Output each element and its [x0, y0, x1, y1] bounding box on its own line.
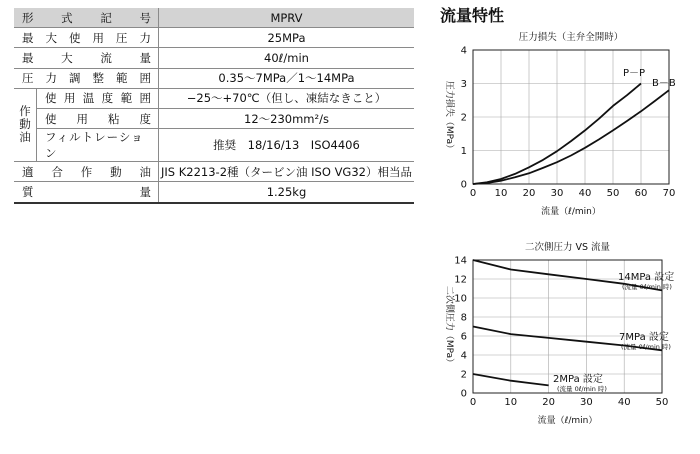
label-char: 力 — [139, 30, 152, 45]
label-char: 温 — [82, 91, 96, 106]
x-tick-label: 20 — [522, 188, 536, 199]
label-char: 範 — [120, 91, 134, 106]
label-char: 度 — [139, 111, 152, 126]
spec-row — [14, 68, 414, 88]
label-char: 圧 — [22, 71, 35, 86]
series-label: 2MPa 設定 — [553, 374, 603, 385]
spec-table — [14, 8, 414, 204]
label-char: 囲 — [139, 71, 152, 86]
y-axis-label: 圧力損失（MPa） — [444, 80, 454, 154]
y-tick-label: 0 — [460, 388, 467, 400]
spec-label — [14, 164, 158, 180]
label-char: 記 — [100, 10, 113, 25]
spec-value: MPRV — [159, 8, 415, 28]
section-title: 流量特性 — [440, 6, 505, 25]
spec-value: 推奨 18/16/13 ISO4406 — [159, 129, 415, 162]
pressure-loss-chart — [430, 22, 692, 227]
y-tick-label: 10 — [454, 293, 467, 305]
series-line — [473, 90, 669, 184]
x-tick-label: 30 — [580, 397, 593, 408]
x-tick-label: 50 — [655, 397, 669, 408]
y-tick-label: 8 — [460, 312, 467, 324]
label-char: 大 — [61, 50, 74, 65]
label-char: 整 — [92, 71, 105, 86]
y-axis-label: 二次側圧力（MPa） — [444, 285, 454, 368]
spec-value: 40ℓ/min — [159, 48, 415, 68]
spec-value: −25〜+70℃（但し、凍結なきこと） — [159, 88, 415, 108]
label-char: 量 — [139, 184, 152, 199]
spec-row — [14, 88, 414, 108]
x-tick-label: 50 — [606, 188, 620, 199]
spec-value: 0.35〜7MPa／1〜14MPa — [159, 68, 415, 88]
label-char: 油 — [139, 164, 152, 179]
y-tick-label: 2 — [460, 369, 467, 381]
x-tick-label: 30 — [550, 188, 564, 199]
spec-label: フィルトレーション — [45, 130, 144, 161]
x-tick-label: 10 — [504, 397, 518, 408]
label-char: 作 — [80, 164, 94, 179]
spec-row — [14, 162, 414, 182]
y-tick-label: 1 — [460, 146, 467, 157]
spec-header-row — [14, 8, 414, 28]
label-char: 用 — [76, 111, 89, 126]
spec-row — [14, 182, 414, 203]
x-tick-label: 10 — [494, 188, 508, 199]
y-tick-label: 3 — [460, 79, 467, 90]
series-label: P－P — [623, 68, 646, 79]
chart-title: 二次側圧力 VS 流量 — [524, 242, 611, 253]
label-char: 使 — [69, 30, 82, 45]
spec-value: 12〜230mm²/s — [159, 108, 415, 128]
label-char: 量 — [139, 50, 152, 65]
x-axis-label: 流量（ℓ/min） — [537, 416, 598, 426]
label-char: 範 — [116, 71, 129, 86]
label-char: 用 — [63, 91, 77, 106]
label-char: 動 — [110, 164, 123, 179]
x-axis-label: 流量（ℓ/min） — [541, 207, 601, 217]
spec-label — [37, 111, 158, 127]
label-char: 合 — [51, 164, 64, 179]
spec-label — [14, 30, 158, 46]
series-label: 14MPa 設定 — [618, 272, 675, 283]
spec-row — [14, 108, 414, 128]
label-char: 式 — [61, 10, 74, 25]
label-char: 圧 — [116, 30, 129, 45]
y-tick-label: 0 — [460, 179, 467, 191]
spec-row — [14, 48, 414, 68]
label-char: 囲 — [139, 91, 152, 106]
label-char: 使 — [45, 111, 58, 126]
label-char: 質 — [22, 184, 35, 199]
x-tick-label: 0 — [469, 188, 477, 199]
series-note: (流量 0ℓ/min 時) — [557, 385, 607, 393]
label-char: 粘 — [108, 111, 121, 126]
chart-title: 圧力損失（主弁全開時） — [518, 32, 624, 43]
y-tick-label: 14 — [454, 255, 467, 267]
x-tick-label: 40 — [578, 188, 592, 199]
label-char: 使 — [45, 91, 58, 106]
secondary-pressure-chart — [430, 230, 692, 450]
spec-label — [37, 90, 158, 106]
y-tick-label: 4 — [460, 45, 467, 57]
label-char: 形 — [22, 10, 35, 25]
series-label: 7MPa 設定 — [619, 332, 669, 343]
y-tick-label: 6 — [460, 331, 467, 343]
spec-value: 1.25kg — [159, 182, 415, 203]
label-char: 最 — [22, 50, 35, 65]
label-char: 用 — [92, 30, 105, 45]
spec-label — [14, 70, 158, 86]
series-note: (流量 0ℓ/min 時) — [621, 343, 671, 351]
x-tick-label: 40 — [617, 397, 631, 408]
spec-label — [14, 184, 158, 200]
x-tick-label: 20 — [542, 397, 555, 408]
label-char: 調 — [69, 71, 82, 86]
y-tick-label: 12 — [454, 274, 467, 286]
fluid-group-label: 作 動 油 — [14, 88, 37, 161]
label-char: 最 — [22, 30, 35, 45]
label-char: 度 — [101, 91, 115, 106]
x-tick-label: 0 — [469, 397, 477, 408]
spec-value: 25MPa — [159, 28, 415, 48]
label-char: 適 — [22, 164, 35, 179]
y-tick-label: 4 — [460, 350, 467, 362]
x-tick-label: 70 — [662, 188, 676, 199]
x-tick-label: 60 — [634, 188, 648, 199]
spec-row — [14, 28, 414, 48]
label-char: 力 — [45, 71, 58, 86]
label-char: 大 — [45, 30, 58, 45]
y-tick-label: 2 — [460, 112, 467, 124]
spec-label — [14, 50, 158, 66]
spec-value: JIS K2213-2種（タービン油 ISO VG32）相当品 — [159, 162, 415, 182]
label-char: 号 — [139, 10, 152, 25]
label-char: 流 — [100, 50, 113, 65]
series-label: B－B — [652, 78, 676, 89]
series-note: (流量 0ℓ/min 時) — [622, 283, 672, 291]
spec-row — [14, 129, 414, 162]
spec-label — [14, 10, 158, 26]
